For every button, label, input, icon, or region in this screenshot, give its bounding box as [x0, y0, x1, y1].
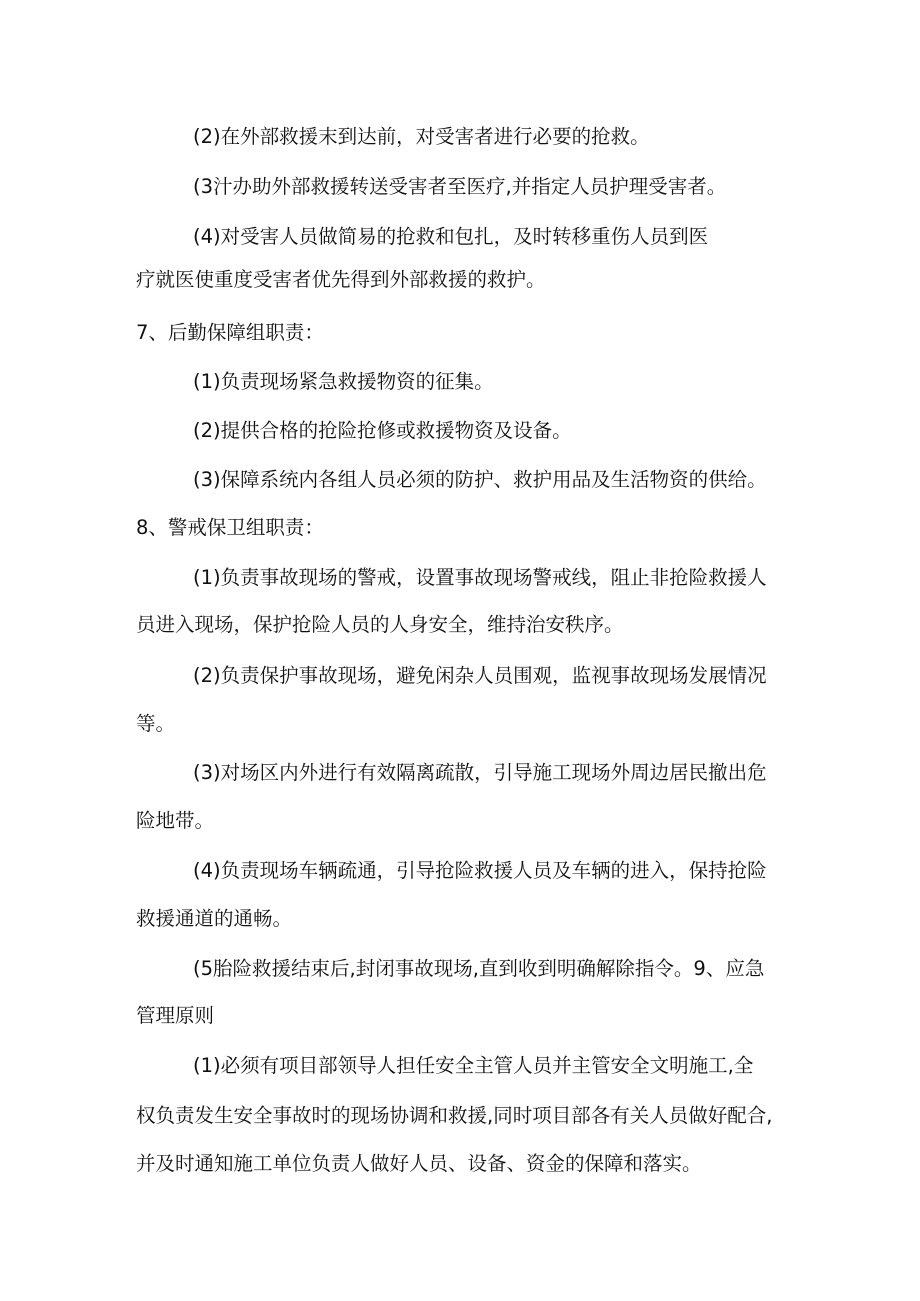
text-line: (3汁办助外部救援转送受害者至医疗,并指定人员护理受害者。: [193, 175, 727, 198]
text-line: (1)负责事故现场的警戒，设置事故现场警戒线，阻止非抢险救援人: [193, 566, 767, 589]
text-line: 救援通道的通畅。: [136, 907, 293, 930]
text-line: (4)对受害人员做简易的抢救和包扎，及时转移重伤人员到医: [193, 225, 709, 248]
text-line: 权负责发生安全事故时的现场协调和救援,同时项目部各有关人员做好配合,: [136, 1104, 773, 1127]
text-line: 险地带。: [136, 809, 215, 832]
text-line: (4)负责现场车辆疏通，引导抢险救援人员及车辆的进入，保持抢险: [193, 859, 767, 882]
text-line: (5胎险救援结束后,封闭事故现场,直到收到明确解除指令。9、应急: [193, 957, 765, 980]
text-line: (2)提供合格的抢险抢修或救援物资及设备。: [193, 419, 572, 442]
text-line: (2)在外部救援末到达前，对受害者进行必要的抢救。: [193, 125, 650, 148]
text-line: 并及时通知施工单位负责人做好人员、设备、资金的保障和落实。: [136, 1152, 702, 1175]
text-line: (1)必须有项目部领导人担任安全主管人员并主管安全文明施工,全: [193, 1054, 754, 1077]
text-line: (3)保障系统内各组人员必须的防护、救护用品及生活物资的供给。: [193, 468, 767, 491]
text-line: (2)负责保护事故现场，避免闲杂人员围观，监视事故现场发展情况: [193, 664, 767, 687]
text-line: 管理原则: [136, 1004, 215, 1027]
text-line: 员进入现场，保护抢险人员的人身安全，维持治安秩序。: [136, 613, 624, 636]
text-line: (1)负责现场紧急救援物资的征集。: [193, 370, 494, 393]
section-heading: 8、警戒保卫组职责：: [136, 516, 324, 539]
text-line: 疗就医使重度受害者优先得到外部救援的救护。: [136, 268, 546, 291]
section-heading: 7、后勤保障组职责：: [136, 321, 324, 344]
text-line: 等。: [136, 712, 176, 735]
text-line: (3)对场区内外进行有效隔离疏散，引导施工现场外周边居民撤出危: [193, 761, 767, 784]
